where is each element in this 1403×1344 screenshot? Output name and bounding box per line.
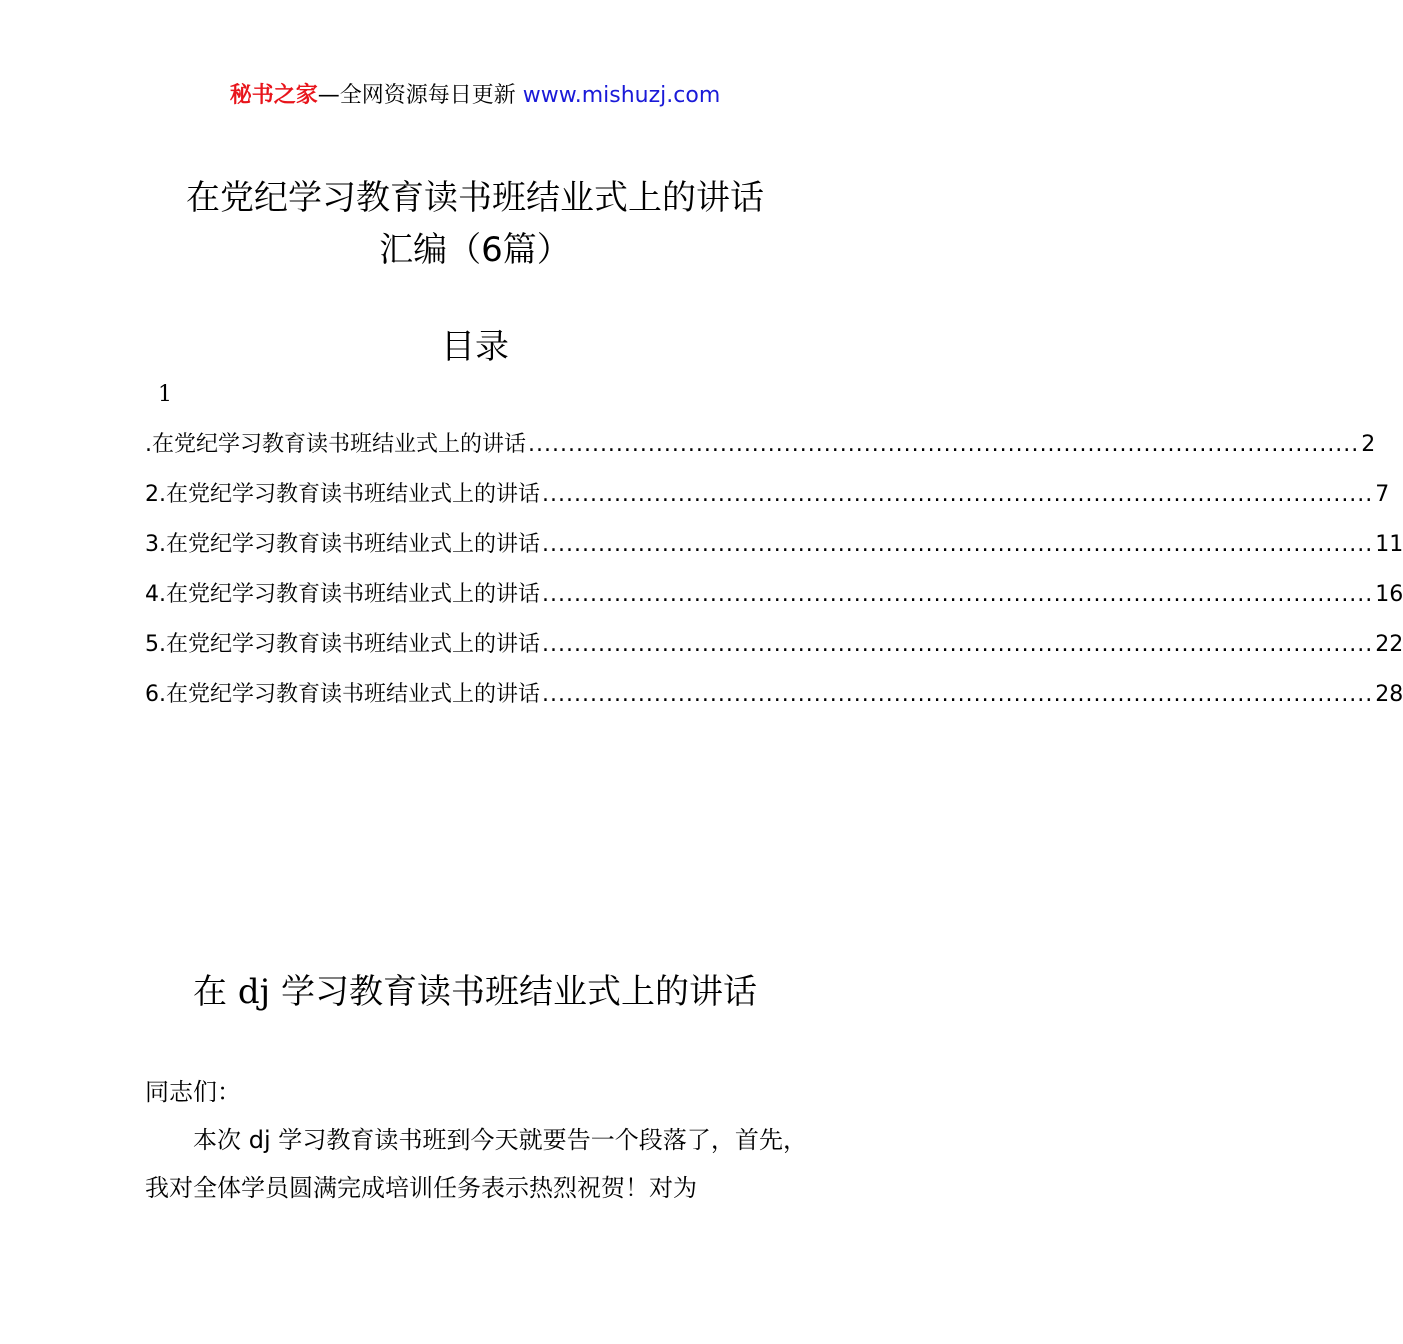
site-url-link[interactable]: www.mishuzj.com: [522, 83, 721, 108]
speech-title-suffix: 学习教育读书班结业式上的讲话: [280, 972, 757, 1012]
toc-leader-dots: ........................................................................................................: [542, 632, 1374, 657]
toc-entry-title: 3.在党纪学习教育读书班结业式上的讲话: [145, 532, 540, 557]
toc-stray-number: 1: [158, 382, 172, 407]
toc-entry-title: 2.在党纪学习教育读书班结业式上的讲话: [145, 482, 540, 507]
toc-leader-dots: ........................................................................................................: [528, 432, 1360, 457]
toc-entry-1[interactable]: [145, 420, 1376, 470]
toc-entry-6[interactable]: [145, 670, 1403, 720]
brand-name: 秘书之家: [229, 83, 318, 108]
toc-entry-title: 5.在党纪学习教育读书班结业式上的讲话: [145, 632, 540, 657]
toc-leader-dots: ........................................................................................................: [542, 482, 1374, 507]
toc-entry-title: 6.在党纪学习教育读书班结业式上的讲话: [145, 682, 540, 707]
toc-leader-dots: ........................................................................................................: [542, 682, 1374, 707]
toc-entry-title: .在党纪学习教育读书班结业式上的讲话: [145, 432, 526, 457]
toc-entry-page: 7: [1375, 482, 1390, 507]
site-header: [0, 80, 950, 112]
toc-entry-title: 4.在党纪学习教育读书班结业式上的讲话: [145, 582, 540, 607]
toc-leader-dots: ........................................................................................................: [542, 582, 1374, 607]
document-title-line-2: 汇编（6篇）: [379, 230, 571, 270]
speech-body: [145, 1068, 807, 1212]
document-title: [0, 172, 950, 276]
header-slogan: —全网资源每日更新: [317, 83, 523, 108]
toc-entry-5[interactable]: [145, 620, 1403, 670]
toc-entry-2[interactable]: [145, 470, 1390, 520]
table-of-contents: [145, 420, 1403, 720]
speech-title-latin: dj: [237, 972, 271, 1012]
document-title-line-1: 在党纪学习教育读书班结业式上的讲话: [186, 178, 764, 218]
toc-entry-3[interactable]: [145, 520, 1403, 570]
toc-entry-page: 28: [1375, 682, 1403, 707]
body-paragraph: 本次 dj 学习教育读书班到今天就要告一个段落了，首先，我对全体学员圆满完成培训任务表示热烈祝贺！对为: [145, 1126, 807, 1202]
toc-entry-page: 16: [1375, 582, 1403, 607]
speech-title: [0, 966, 950, 1018]
toc-entry-page: 11: [1375, 532, 1403, 557]
toc-entry-4[interactable]: [145, 570, 1403, 620]
toc-entry-page: 2: [1361, 432, 1376, 457]
speech-title-prefix: 在: [193, 972, 228, 1012]
toc-entry-page: 22: [1375, 632, 1403, 657]
toc-heading: 目录: [441, 327, 509, 367]
toc-leader-dots: ........................................................................................................: [542, 532, 1374, 557]
salutation: 同志们：: [145, 1078, 241, 1106]
